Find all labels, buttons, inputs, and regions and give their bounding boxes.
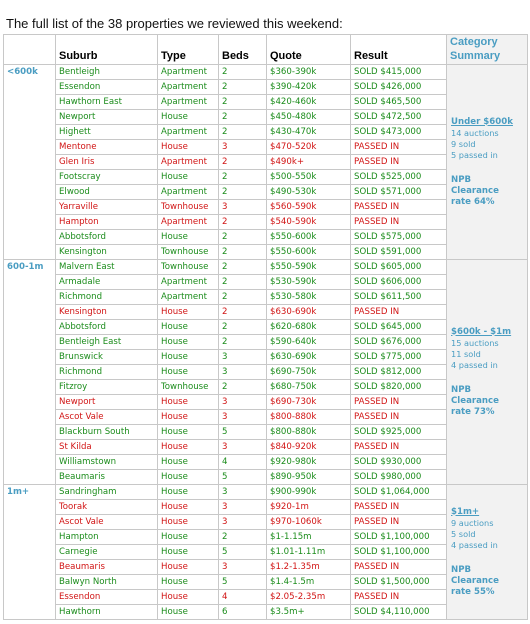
type-cell: House — [158, 320, 219, 335]
beds-cell: 2 — [219, 80, 267, 95]
suburb-cell: Abbotsford — [56, 320, 158, 335]
suburb-cell: Richmond — [56, 290, 158, 305]
summary-header-line1: Category — [450, 36, 498, 48]
suburb-cell: Beaumaris — [56, 470, 158, 485]
summary-clearance: Clearance — [451, 185, 499, 196]
summary-header-line2: Summary — [450, 50, 501, 62]
summary-sold: 5 sold — [451, 528, 476, 539]
suburb-header: Suburb — [56, 35, 158, 65]
quote-cell: $550-600k — [267, 245, 351, 260]
summary-title: $600k - $1m — [451, 326, 512, 337]
quote-cell: $560-590k — [267, 200, 351, 215]
suburb-cell: Elwood — [56, 185, 158, 200]
result-cell: SOLD $473,000 — [351, 125, 447, 140]
type-cell: Apartment — [158, 275, 219, 290]
properties-table — [3, 34, 528, 620]
quote-cell: $840-920k — [267, 440, 351, 455]
result-cell: PASSED IN — [351, 590, 447, 605]
result-cell: SOLD $525,000 — [351, 170, 447, 185]
category-summary — [447, 485, 528, 620]
quote-cell: $630-690k — [267, 305, 351, 320]
summary-npb: NPB — [451, 384, 472, 395]
result-cell: SOLD $472,500 — [351, 110, 447, 125]
type-cell: House — [158, 500, 219, 515]
quote-cell: $690-730k — [267, 395, 351, 410]
quote-cell: $890-950k — [267, 470, 351, 485]
type-cell: Apartment — [158, 95, 219, 110]
quote-cell: $550-590k — [267, 260, 351, 275]
beds-cell: 2 — [219, 215, 267, 230]
quote-cell: $450-480k — [267, 110, 351, 125]
summary-auctions: 14 auctions — [451, 127, 499, 138]
beds-cell: 3 — [219, 140, 267, 155]
result-cell: SOLD $605,000 — [351, 260, 447, 275]
quote-cell: $2.05-2.35m — [267, 590, 351, 605]
type-cell: House — [158, 140, 219, 155]
quote-cell: $540-590k — [267, 215, 351, 230]
category-summary — [447, 65, 528, 260]
summary-clearance: Clearance — [451, 395, 499, 406]
quote-cell: $590-640k — [267, 335, 351, 350]
suburb-cell: Balwyn North — [56, 575, 158, 590]
type-cell: House — [158, 170, 219, 185]
summary-title: $1m+ — [451, 506, 480, 517]
beds-cell: 2 — [219, 335, 267, 350]
type-cell: House — [158, 545, 219, 560]
result-cell: SOLD $820,000 — [351, 380, 447, 395]
beds-cell: 3 — [219, 485, 267, 500]
quote-cell: $1.2-1.35m — [267, 560, 351, 575]
type-cell: Apartment — [158, 125, 219, 140]
result-cell: SOLD $1,100,000 — [351, 545, 447, 560]
result-cell: SOLD $925,000 — [351, 425, 447, 440]
beds-cell: 2 — [219, 380, 267, 395]
beds-cell: 3 — [219, 395, 267, 410]
suburb-cell: Toorak — [56, 500, 158, 515]
quote-cell: $390-420k — [267, 80, 351, 95]
quote-cell: $620-680k — [267, 320, 351, 335]
quote-cell: $800-880k — [267, 425, 351, 440]
suburb-cell: Armadale — [56, 275, 158, 290]
result-cell: SOLD $571,000 — [351, 185, 447, 200]
summary-rate: rate 55% — [451, 586, 495, 597]
result-cell: PASSED IN — [351, 215, 447, 230]
summary-clearance: Clearance — [451, 575, 499, 586]
quote-cell: $970-1060k — [267, 515, 351, 530]
summary-auctions: 9 auctions — [451, 517, 494, 528]
category-label: 1m+ — [4, 485, 56, 620]
type-cell: House — [158, 350, 219, 365]
result-cell: SOLD $575,000 — [351, 230, 447, 245]
result-cell: SOLD $676,000 — [351, 335, 447, 350]
suburb-cell: Carnegie — [56, 545, 158, 560]
suburb-cell: Sandringham — [56, 485, 158, 500]
quote-cell: $1.4-1.5m — [267, 575, 351, 590]
beds-cell: 2 — [219, 230, 267, 245]
quote-cell: $680-750k — [267, 380, 351, 395]
suburb-cell: Kensington — [56, 245, 158, 260]
result-header: Result — [351, 35, 447, 65]
summary-npb: NPB — [451, 564, 472, 575]
category-label: 600-1m — [4, 260, 56, 485]
result-cell: PASSED IN — [351, 500, 447, 515]
result-cell: SOLD $415,000 — [351, 65, 447, 80]
type-cell: Townhouse — [158, 260, 219, 275]
beds-cell: 2 — [219, 290, 267, 305]
suburb-cell: St Kilda — [56, 440, 158, 455]
type-cell: House — [158, 575, 219, 590]
quote-cell: $920-1m — [267, 500, 351, 515]
result-cell: PASSED IN — [351, 305, 447, 320]
type-cell: Apartment — [158, 290, 219, 305]
suburb-cell: Ascot Vale — [56, 515, 158, 530]
type-cell: Townhouse — [158, 380, 219, 395]
suburb-cell: Ascot Vale — [56, 410, 158, 425]
beds-cell: 2 — [219, 245, 267, 260]
suburb-cell: Richmond — [56, 365, 158, 380]
beds-cell: 3 — [219, 200, 267, 215]
quote-cell: $360-390k — [267, 65, 351, 80]
beds-cell: 4 — [219, 455, 267, 470]
suburb-cell: Malvern East — [56, 260, 158, 275]
summary-passed: 4 passed in — [451, 359, 498, 370]
quote-cell: $900-990k — [267, 485, 351, 500]
result-cell: PASSED IN — [351, 440, 447, 455]
suburb-cell: Essendon — [56, 80, 158, 95]
summary-auctions: 15 auctions — [451, 337, 499, 348]
beds-cell: 3 — [219, 500, 267, 515]
type-cell: House — [158, 305, 219, 320]
type-cell: House — [158, 530, 219, 545]
table-row — [4, 65, 528, 80]
quote-cell: $420-460k — [267, 95, 351, 110]
type-cell: Apartment — [158, 65, 219, 80]
beds-cell: 5 — [219, 425, 267, 440]
properties-body — [4, 65, 528, 620]
beds-cell: 2 — [219, 110, 267, 125]
type-cell: House — [158, 335, 219, 350]
result-cell: PASSED IN — [351, 410, 447, 425]
quote-cell: $690-750k — [267, 365, 351, 380]
result-cell: SOLD $980,000 — [351, 470, 447, 485]
beds-cell: 5 — [219, 545, 267, 560]
type-cell: House — [158, 455, 219, 470]
category-label: <600k — [4, 65, 56, 260]
suburb-cell: Beaumaris — [56, 560, 158, 575]
suburb-cell: Footscray — [56, 170, 158, 185]
suburb-cell: Hampton — [56, 530, 158, 545]
result-cell: SOLD $611,500 — [351, 290, 447, 305]
category-header — [4, 35, 56, 65]
result-cell: SOLD $606,000 — [351, 275, 447, 290]
suburb-cell: Hampton — [56, 215, 158, 230]
summary-title: Under $600k — [451, 116, 513, 127]
result-cell: PASSED IN — [351, 395, 447, 410]
type-cell: Townhouse — [158, 200, 219, 215]
quote-cell: $530-590k — [267, 275, 351, 290]
type-cell: House — [158, 230, 219, 245]
quote-cell: $490-530k — [267, 185, 351, 200]
quote-cell: $920-980k — [267, 455, 351, 470]
header-row — [4, 35, 528, 65]
type-cell: House — [158, 365, 219, 380]
type-header: Type — [158, 35, 219, 65]
suburb-cell: Kensington — [56, 305, 158, 320]
suburb-cell: Fitzroy — [56, 380, 158, 395]
result-cell: PASSED IN — [351, 155, 447, 170]
suburb-cell: Essendon — [56, 590, 158, 605]
suburb-cell: Newport — [56, 110, 158, 125]
beds-cell: 2 — [219, 65, 267, 80]
quote-header: Quote — [267, 35, 351, 65]
beds-cell: 2 — [219, 320, 267, 335]
quote-cell: $470-520k — [267, 140, 351, 155]
result-cell: SOLD $465,500 — [351, 95, 447, 110]
beds-cell: 2 — [219, 530, 267, 545]
suburb-cell: Glen Iris — [56, 155, 158, 170]
category-summary-header — [447, 35, 528, 65]
result-cell: PASSED IN — [351, 560, 447, 575]
beds-cell: 6 — [219, 605, 267, 620]
suburb-cell: Mentone — [56, 140, 158, 155]
type-cell: Townhouse — [158, 245, 219, 260]
type-cell: Apartment — [158, 80, 219, 95]
summary-npb: NPB — [451, 174, 472, 185]
beds-cell: 3 — [219, 560, 267, 575]
beds-header: Beds — [219, 35, 267, 65]
result-cell: SOLD $1,064,000 — [351, 485, 447, 500]
result-cell: SOLD $1,500,000 — [351, 575, 447, 590]
type-cell: Apartment — [158, 185, 219, 200]
summary-passed: 5 passed in — [451, 149, 498, 160]
quote-cell: $630-690k — [267, 350, 351, 365]
result-cell: SOLD $645,000 — [351, 320, 447, 335]
intro-text: The full list of the 38 properties we reviewed this weekend: — [6, 16, 343, 31]
summary-rate: rate 64% — [451, 196, 495, 207]
suburb-cell: Abbotsford — [56, 230, 158, 245]
quote-cell: $3.5m+ — [267, 605, 351, 620]
quote-cell: $490k+ — [267, 155, 351, 170]
quote-cell: $1.01-1.11m — [267, 545, 351, 560]
beds-cell: 2 — [219, 95, 267, 110]
result-cell: SOLD $426,000 — [351, 80, 447, 95]
suburb-cell: Yarraville — [56, 200, 158, 215]
result-cell: PASSED IN — [351, 200, 447, 215]
suburb-cell: Bentleigh — [56, 65, 158, 80]
result-cell: SOLD $1,100,000 — [351, 530, 447, 545]
beds-cell: 2 — [219, 170, 267, 185]
table-row — [4, 260, 528, 275]
beds-cell: 3 — [219, 350, 267, 365]
type-cell: House — [158, 440, 219, 455]
type-cell: House — [158, 560, 219, 575]
suburb-cell: Bentleigh East — [56, 335, 158, 350]
beds-cell: 2 — [219, 275, 267, 290]
result-cell: SOLD $775,000 — [351, 350, 447, 365]
result-cell: SOLD $591,000 — [351, 245, 447, 260]
suburb-cell: Newport — [56, 395, 158, 410]
type-cell: House — [158, 110, 219, 125]
beds-cell: 2 — [219, 125, 267, 140]
result-cell: SOLD $812,000 — [351, 365, 447, 380]
beds-cell: 3 — [219, 515, 267, 530]
beds-cell: 4 — [219, 590, 267, 605]
type-cell: House — [158, 395, 219, 410]
suburb-cell: Hawthorn — [56, 605, 158, 620]
suburb-cell: Brunswick — [56, 350, 158, 365]
summary-rate: rate 73% — [451, 406, 495, 417]
summary-sold: 11 sold — [451, 348, 481, 359]
quote-cell: $550-600k — [267, 230, 351, 245]
suburb-cell: Blackburn South — [56, 425, 158, 440]
result-cell: PASSED IN — [351, 515, 447, 530]
quote-cell: $1-1.15m — [267, 530, 351, 545]
quote-cell: $430-470k — [267, 125, 351, 140]
category-summary — [447, 260, 528, 485]
type-cell: House — [158, 590, 219, 605]
suburb-cell: Williamstown — [56, 455, 158, 470]
suburb-cell: Highett — [56, 125, 158, 140]
beds-cell: 3 — [219, 410, 267, 425]
suburb-cell: Hawthorn East — [56, 95, 158, 110]
beds-cell: 2 — [219, 305, 267, 320]
type-cell: House — [158, 515, 219, 530]
type-cell: Apartment — [158, 155, 219, 170]
summary-passed: 4 passed in — [451, 539, 498, 550]
beds-cell: 2 — [219, 185, 267, 200]
result-cell: SOLD $930,000 — [351, 455, 447, 470]
quote-cell: $800-880k — [267, 410, 351, 425]
result-cell: PASSED IN — [351, 140, 447, 155]
quote-cell: $530-580k — [267, 290, 351, 305]
type-cell: Apartment — [158, 215, 219, 230]
beds-cell: 3 — [219, 440, 267, 455]
result-cell: SOLD $4,110,000 — [351, 605, 447, 620]
beds-cell: 5 — [219, 575, 267, 590]
type-cell: House — [158, 410, 219, 425]
quote-cell: $500-550k — [267, 170, 351, 185]
summary-sold: 9 sold — [451, 138, 476, 149]
beds-cell: 3 — [219, 365, 267, 380]
type-cell: House — [158, 470, 219, 485]
type-cell: House — [158, 605, 219, 620]
table-row — [4, 485, 528, 500]
type-cell: House — [158, 425, 219, 440]
beds-cell: 2 — [219, 260, 267, 275]
beds-cell: 2 — [219, 155, 267, 170]
type-cell: House — [158, 485, 219, 500]
beds-cell: 5 — [219, 470, 267, 485]
